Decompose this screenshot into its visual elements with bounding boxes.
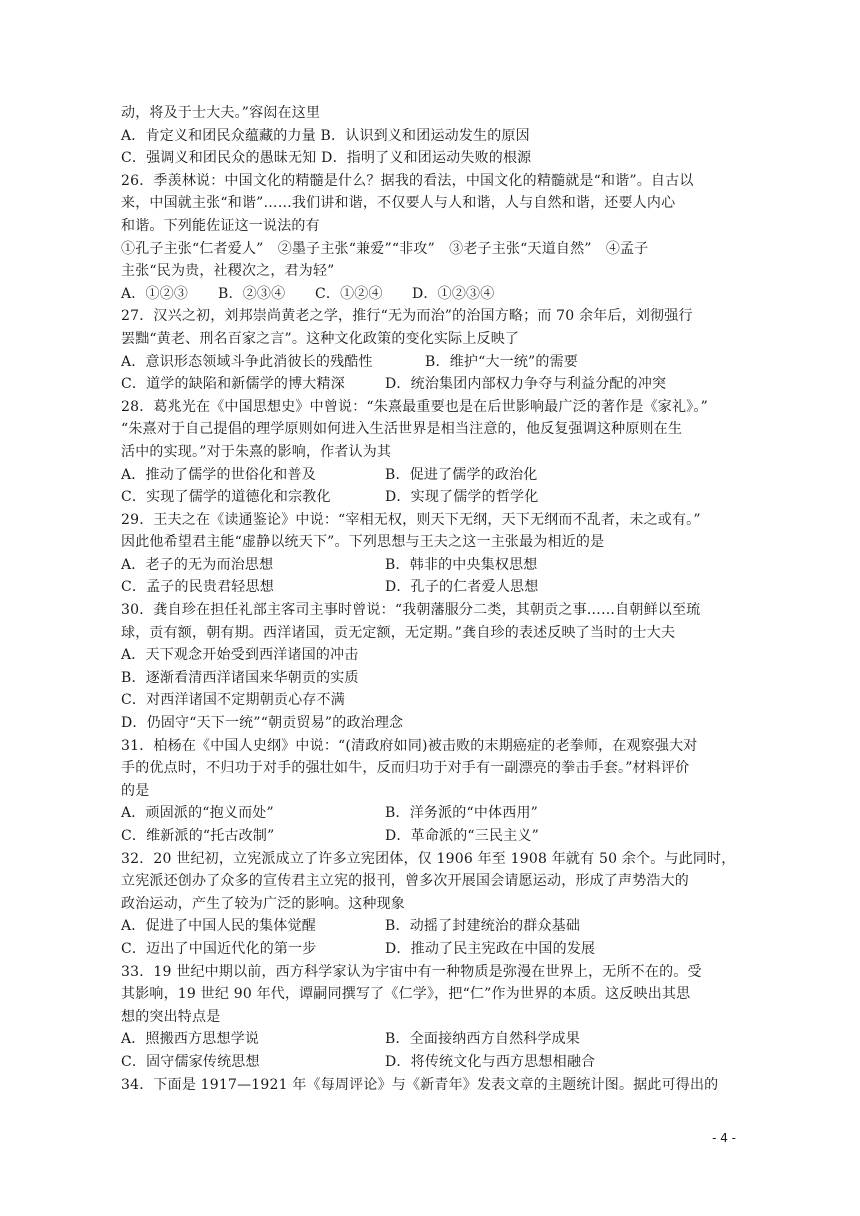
q32-stem: 32．20 世纪初，立宪派成立了许多立宪团体，仅 1906 年至 1908 年就有 50 余个。与此同时， <box>121 850 736 867</box>
q32-options-ab <box>121 915 741 938</box>
option-c: C．迈出了中国近代化的第一步 <box>121 940 317 957</box>
q25-options-ab: A．肯定义和团民众蕴藏的力量 B．认识到义和团运动发生的原因 <box>121 127 530 144</box>
option-c: C．维新派的“托古改制” <box>121 828 275 844</box>
option-c: C．实现了儒学的道德化和宗教化 <box>121 489 331 506</box>
option-b: B．洋务派的“中体西用” <box>385 805 539 822</box>
option-a: A．老子的无为而治思想 <box>121 556 274 573</box>
option-d: D．革命派的“三民主义” <box>385 828 539 844</box>
q31-stem: 手的优点时，不归功于对手的强壮如牛，反而归功于对手有一副漂亮的拳击手套。”材料评价 <box>121 760 690 777</box>
q28-stem: 活中的实现。”对于朱熹的影响，作者认为其 <box>121 443 392 460</box>
option-a: A．意识形态领域斗争此消彼长的残酷性 <box>121 353 373 370</box>
option-a: A．照搬西方思想学说 <box>121 1031 260 1048</box>
q28-options-cd <box>121 486 741 509</box>
q31-stem: 31．柏杨在《中国人史纲》中说：“(清政府如同)被击败的末期癌症的老拳师，在观察强大对 <box>121 737 698 754</box>
q28-stem: 28．葛兆光在《中国思想史》中曾说：“朱熹最重要也是在后世影响最广泛的著作是《家礼》。” <box>121 398 708 415</box>
q26-options <box>121 283 741 306</box>
option-c: C．孟子的民贵君轻思想 <box>121 579 274 596</box>
option-d: D．统治集团内部权力争夺与利益分配的冲突 <box>385 376 667 393</box>
option-d: D．推动了民主宪政在中国的发展 <box>385 940 596 957</box>
option-b: B．维护“大一统”的需要 <box>425 353 579 370</box>
q30-option-a: A．天下观念开始受到西洋诸国的冲击 <box>121 647 359 664</box>
q33-stem: 想的突出特点是 <box>121 1008 221 1025</box>
q27-stem: 27．汉兴之初，刘邦崇尚黄老之学，推行“无为而治”的治国方略；而 70 余年后，刘彻强行 <box>121 308 693 325</box>
q29-stem: 29．王夫之在《读通鉴论》中说：“宰相无权，则天下无纲，天下无纲而不乱者，未之或有。” <box>121 511 701 528</box>
q34-stem: 34．下面是 1917—1921 年《每周评论》与《新青年》发表文章的主题统计图。据此可得出的 <box>121 1076 719 1093</box>
q26-items: ①孔子主张“仁者爱人” ②墨子主张“兼爱”“非攻” ③老子主张“天道自然” ④孟子 <box>121 240 649 257</box>
option-d: D．实现了儒学的哲学化 <box>385 489 539 506</box>
option-a: A．促进了中国人民的集体觉醒 <box>121 918 316 935</box>
option-b: B．韩非的中央集权思想 <box>385 556 538 573</box>
q26-stem: 和谐。下列能佐证这一说法的有 <box>121 217 320 234</box>
option-b: B．动摇了封建统治的群众基础 <box>385 918 581 935</box>
q26-stem: 26．季羡林说：中国文化的精髓是什么？据我的看法，中国文化的精髓就是“和谐”。自古以 <box>121 172 694 189</box>
q30-option-b: B．逐渐看清西洋诸国来华朝贡的实质 <box>121 669 359 686</box>
question-list <box>121 102 741 1096</box>
q33-stem: 33．19 世纪中期以前，西方科学家认为宇宙中有一种物质是弥漫在世界上，无所不在的。受 <box>121 963 702 980</box>
q30-option-c: C．对西洋诸国不定期朝贡心存不满 <box>121 692 345 709</box>
q28-options-ab <box>121 464 741 487</box>
option-d: D．①②③④ <box>412 285 495 302</box>
q25-stem-tail: 动，将及于士大夫。”容闳在这里 <box>121 105 321 121</box>
q30-stem: 球，贡有额，朝有期。西洋诸国，贡无定额，无定期。”龚自珍的表述反映了当时的士大夫 <box>121 624 676 641</box>
q29-stem: 因此他希望君主能“虚静以统天下”。下列思想与王夫之这一主张最为相近的是 <box>121 534 605 551</box>
option-a: A．顽固派的“抱义而处” <box>121 805 274 822</box>
q33-options-cd <box>121 1051 741 1074</box>
q28-stem: “朱熹对于自己提倡的理学原则如何进入生活世界是相当注意的，他反复强调这种原则在生 <box>121 421 683 438</box>
option-c: C．①②④ <box>315 285 383 302</box>
option-b: B．全面接纳西方自然科学成果 <box>385 1031 581 1048</box>
q31-stem: 的是 <box>121 782 150 799</box>
option-b: B．②③④ <box>218 285 286 302</box>
q31-options-cd <box>121 825 741 848</box>
q33-options-ab <box>121 1028 741 1051</box>
q26-stem: 来，中国就主张“和谐”……我们讲和谐，不仅要人与人和谐，人与自然和谐，还要人内心 <box>121 195 676 212</box>
q32-stem: 政治运动，产生了较为广泛的影响。这种现象 <box>121 895 405 912</box>
q27-options-cd <box>121 373 741 396</box>
q29-options-cd <box>121 576 741 599</box>
q26-items: 主张“民为贵，社稷次之，君为轻” <box>121 263 335 280</box>
option-c: C．道学的缺陷和新儒学的博大精深 <box>121 376 345 393</box>
q30-stem: 30．龚自珍在担任礼部主客司主事时曾说：“我朝藩服分二类，其朝贡之事……自朝鲜以至琉 <box>121 602 701 619</box>
option-a: A．①②③ <box>121 285 189 302</box>
q27-options-ab <box>121 351 741 374</box>
q25-options-cd: C．强调义和团民众的愚昧无知 D．指明了义和团运动失败的根源 <box>121 150 532 167</box>
option-d: D．孔子的仁者爱人思想 <box>385 579 539 596</box>
q27-stem: 罢黜“黄老、刑名百家之言”。这种文化政策的变化实际上反映了 <box>121 330 520 347</box>
option-a: A．推动了儒学的世俗化和普及 <box>121 466 316 483</box>
q29-options-ab <box>121 554 741 577</box>
q30-option-d: D．仍固守“天下一统”“朝贡贸易”的政治理念 <box>121 715 404 732</box>
q32-stem: 立宪派还创办了众多的宣传君主立宪的报刊，曾多次开展国会请愿运动，形成了声势浩大的 <box>121 873 689 890</box>
option-b: B．促进了儒学的政治化 <box>385 466 538 483</box>
q32-options-cd <box>121 938 741 961</box>
option-d: D．将传统文化与西方思想相融合 <box>385 1053 596 1070</box>
q31-options-ab <box>121 802 741 825</box>
q33-stem: 其影响，19 世纪 90 年代，谭嗣同撰写了《仁学》，把“仁”作为世界的本质。这反映出其思 <box>121 986 691 1003</box>
page-number: - 4 - <box>712 1131 736 1145</box>
option-c: C．固守儒家传统思想 <box>121 1053 260 1070</box>
